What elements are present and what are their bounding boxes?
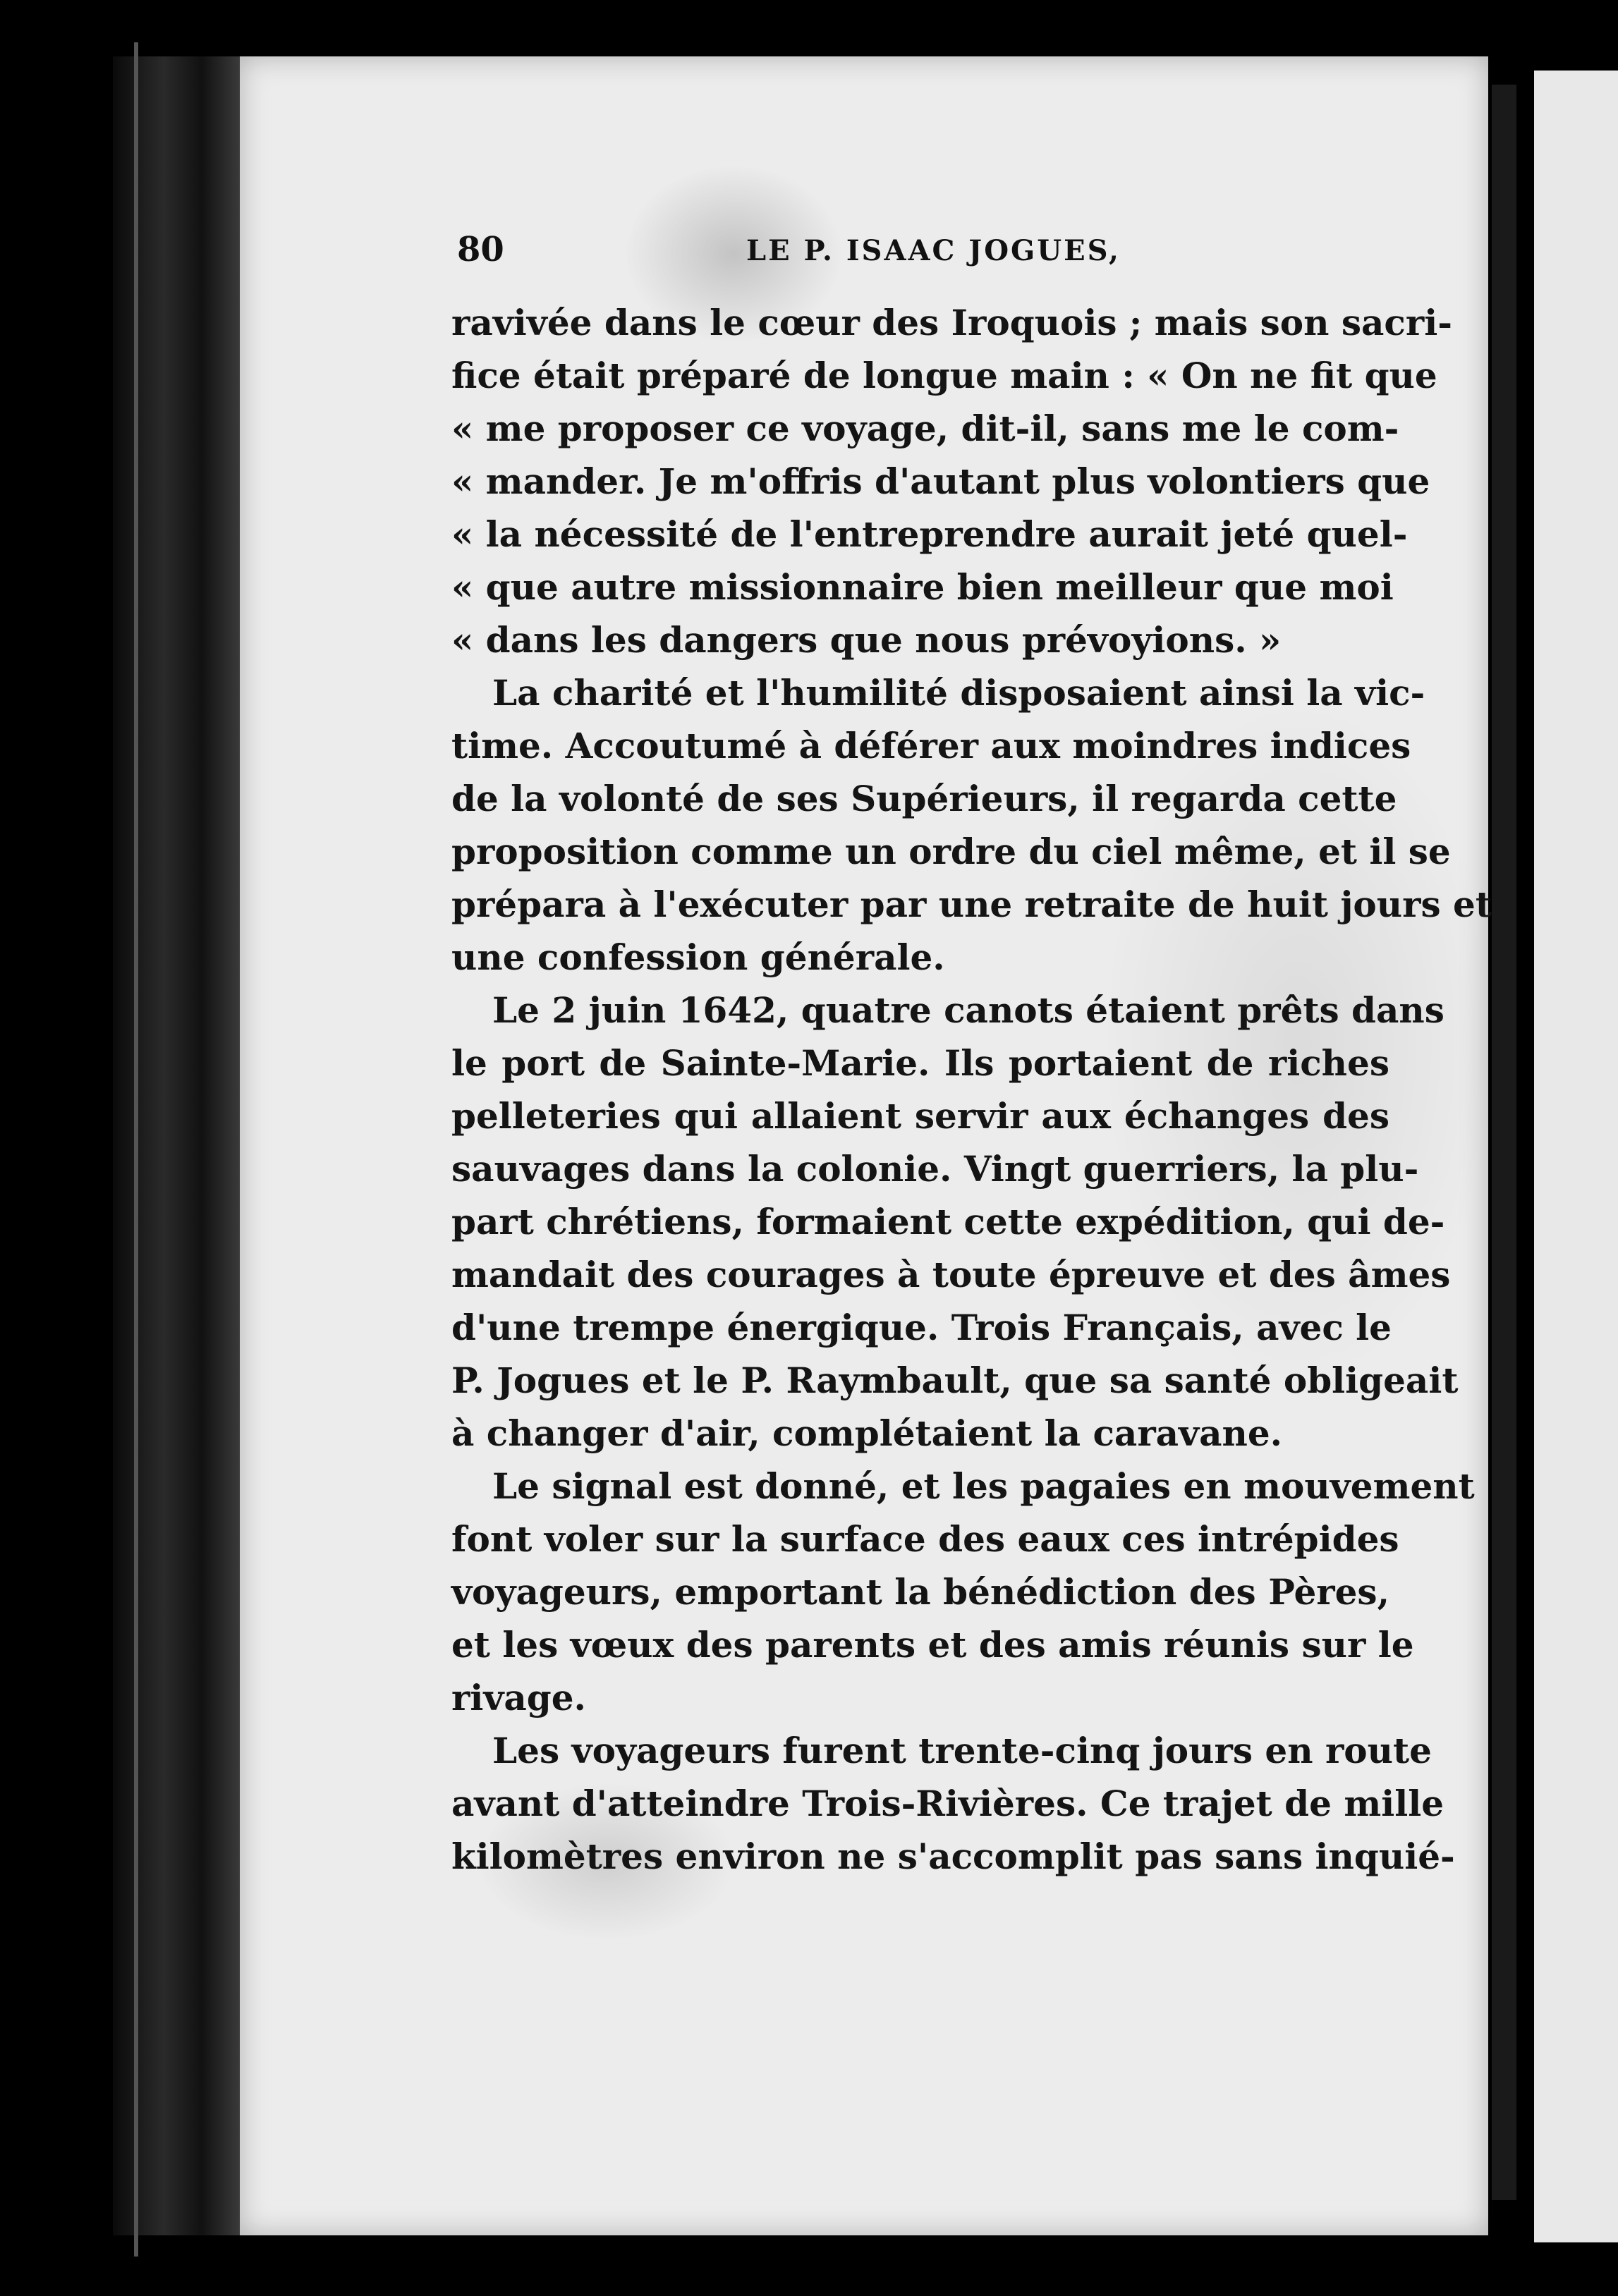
text-line: mandait des courages à toute épreuve et des âmes [451,1254,1451,1295]
facing-page-edge [1492,85,1516,2200]
running-title: LE P. ISAAC JOGUES, [746,234,1121,267]
text-line: une confession générale. [451,936,945,978]
text-line: sauvages dans la colonie. Vingt guerriers, la plu- [451,1148,1419,1190]
text-line: font voler sur la surface des eaux ces intrépides [451,1518,1399,1560]
body-text [451,296,1492,1883]
text-line: d'une trempe énergique. Trois Français, avec le [451,1307,1392,1348]
text-line: Le signal est donné, et les pagaies en mouvement [492,1465,1475,1507]
text-line: La charité et l'humilité disposaient ainsi la vic- [492,672,1425,714]
text-line: rivage. [451,1677,586,1718]
text-line: pelleteries qui allaient servir aux échanges des [451,1095,1389,1137]
text-line: fice était préparé de longue main : « On ne fit que [451,355,1437,396]
text-line: Le 2 juin 1642, quatre canots étaient prêts dans [492,989,1444,1031]
binding-edge [134,42,138,2257]
text-line: à changer d'air, complétaient la caravane. [451,1412,1283,1454]
page-header [457,230,1392,286]
text-line: « dans les dangers que nous prévoyions. » [451,619,1282,661]
text-line: Les voyageurs furent trente-cinq jours en route [492,1730,1432,1771]
page-number: 80 [457,230,504,269]
book-binding [113,56,240,2235]
text-line: proposition comme un ordre du ciel même, et il se [451,831,1451,872]
text-line: « la nécessité de l'entreprendre aurait jeté quel- [451,513,1408,555]
text-line: ravivée dans le cœur des Iroquois ; mais son sacri- [451,302,1452,343]
text-line: « mander. Je m'offris d'autant plus volontiers que [451,460,1430,502]
text-line: « me proposer ce voyage, dit-il, sans me le com- [451,408,1399,449]
text-line: le port de Sainte-Marie. Ils portaient de riches [451,1042,1389,1084]
text-line: kilomètres environ ne s'accomplit pas sans inquié- [451,1836,1455,1877]
text-line: avant d'atteindre Trois-Rivières. Ce trajet de mille [451,1783,1444,1824]
text-line: part chrétiens, formaient cette expédition, qui de- [451,1201,1445,1242]
text-line: voyageurs, emportant la bénédiction des Pères, [451,1571,1389,1613]
text-line: de la volonté de ses Supérieurs, il regarda cette [451,778,1397,819]
text-line: « que autre missionnaire bien meilleur que moi [451,566,1394,608]
text-line: P. Jogues et le P. Raymbault, que sa santé obligeait [451,1360,1459,1401]
text-line: et les vœux des parents et des amis réunis sur le [451,1624,1414,1666]
text-line: time. Accoutumé à déférer aux moindres indices [451,725,1411,767]
text-line: prépara à l'exécuter par une retraite de huit jours et [451,884,1492,925]
facing-page [1534,71,1618,2242]
